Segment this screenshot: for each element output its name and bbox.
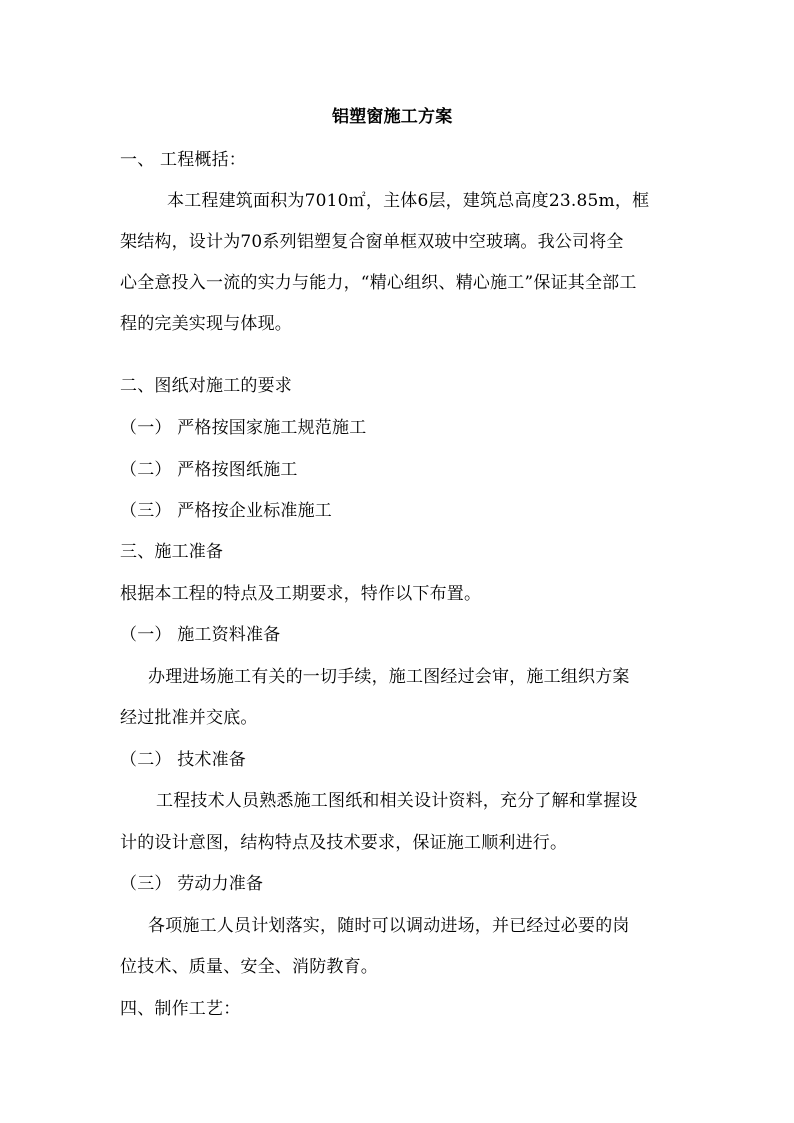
- paragraph-line: 根据本工程的特点及工期要求，特作以下布置。: [120, 584, 482, 604]
- paragraph-line: 位技术、质量、安全、消防教育。: [120, 957, 378, 977]
- section-heading-overview: 一、 工程概括：: [120, 150, 247, 170]
- subsection-heading: （一） 施工资料准备: [120, 625, 281, 645]
- document-title: 铝塑窗施工方案: [332, 107, 453, 127]
- list-item: （二） 严格按图纸施工: [120, 460, 298, 480]
- paragraph-line: 计的设计意图，结构特点及技术要求，保证施工顺利进行。: [120, 833, 568, 853]
- list-item: （一） 严格按国家施工规范施工: [120, 418, 367, 438]
- section-heading-preparation: 三、施工准备: [120, 542, 224, 562]
- list-item: （三） 严格按企业标准施工: [120, 501, 333, 521]
- paragraph-line: 各项施工人员计划落实，随时可以调动进场，并已经过必要的岗: [148, 916, 630, 936]
- paragraph-line: 办理进场施工有关的一切手续，施工图经过会审，施工组织方案: [148, 667, 630, 687]
- paragraph-line: 心全意投入一流的实力与能力，“精心组织、精心施工”保证其全部工: [120, 273, 637, 293]
- subsection-heading: （三） 劳动力准备: [120, 874, 264, 894]
- section-heading-process: 四、制作工艺：: [120, 999, 241, 1019]
- paragraph-line: 本工程建筑面积为7010㎡，主体6层，建筑总高度23.85m，框: [167, 191, 650, 211]
- paragraph-line: 工程技术人员熟悉施工图纸和相关设计资料，充分了解和掌握设: [156, 791, 638, 811]
- section-heading-requirements: 二、图纸对施工的要求: [120, 376, 292, 396]
- paragraph-line: 程的完美实现与体现。: [120, 314, 292, 334]
- paragraph-line: 架结构，设计为70系列铝塑复合窗单框双玻中空玻璃。我公司将全: [120, 232, 624, 252]
- paragraph-line: 经过批准并交底。: [120, 708, 258, 728]
- subsection-heading: （二） 技术准备: [120, 750, 247, 770]
